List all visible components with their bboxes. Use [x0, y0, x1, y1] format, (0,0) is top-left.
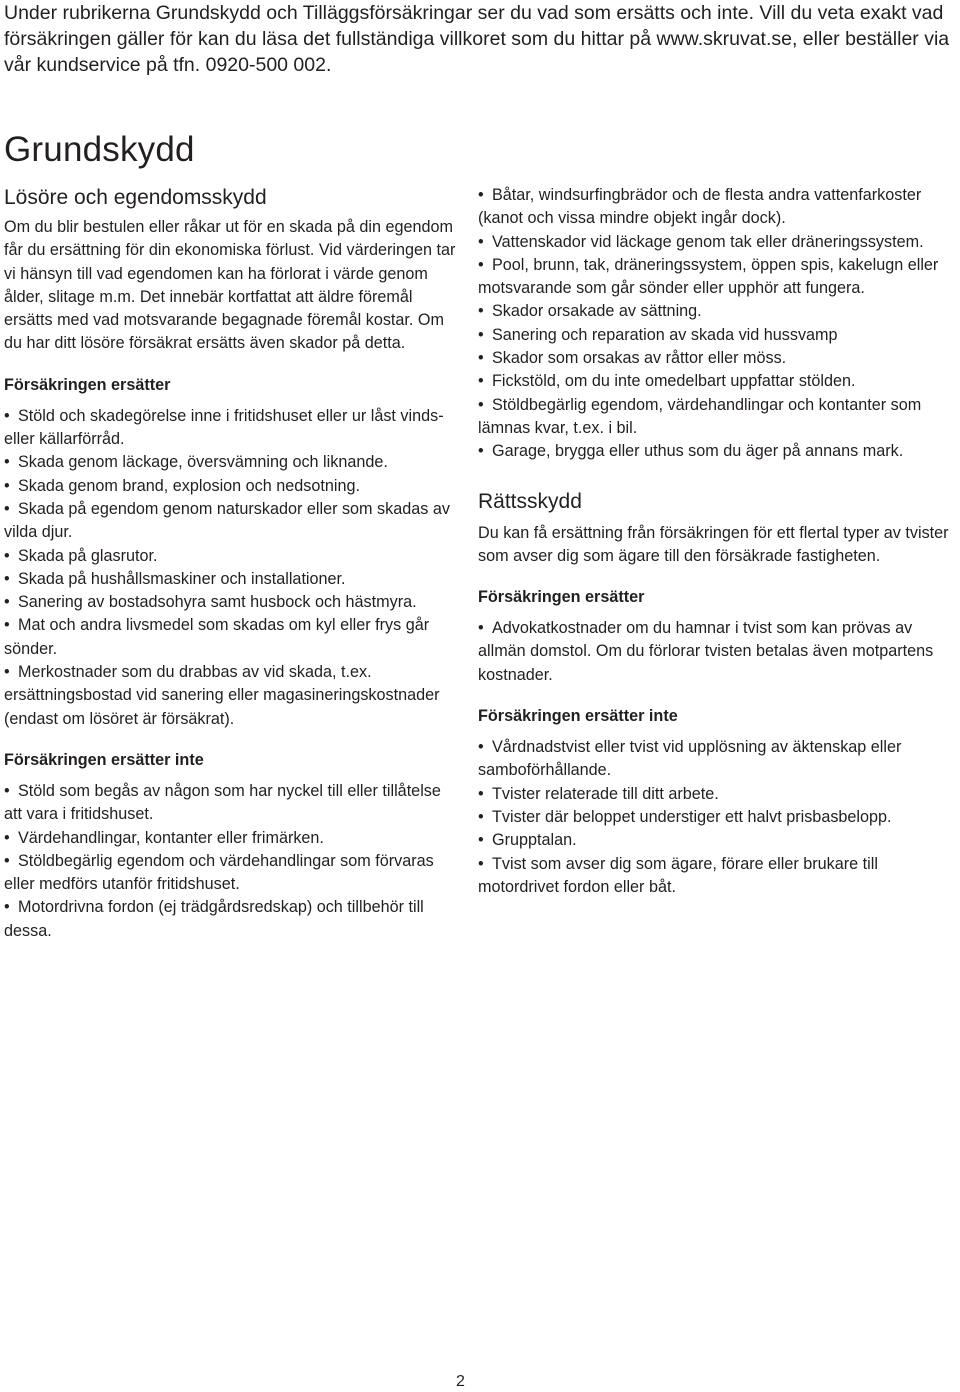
bullet-icon: •: [478, 255, 484, 274]
intro-paragraph: Under rubrikerna Grundskydd och Tilläggsförsäkringar ser du vad som ersätts och inte. Vill du veta exakt vad försäkringen gäller för kan du läsa det fullständiga villkoret som du hittar på www.skruvat.se, eller beställer via vår kundservice på tfn. 0920-500 002.: [4, 2, 950, 76]
page-title: Grundskydd: [4, 130, 195, 169]
list-item: [478, 806, 956, 829]
bullet-icon: •: [4, 663, 10, 682]
rattsskydd-not-covered-list: [478, 736, 956, 899]
list-item: [478, 324, 956, 347]
bullet-icon: •: [478, 372, 484, 391]
list-item: [4, 451, 459, 474]
list-item-text: Motordrivna fordon (ej trädgårdsredskap) och tillbehör till dessa.: [4, 898, 424, 940]
list-item: [4, 661, 459, 731]
bullet-icon: •: [478, 784, 484, 803]
list-item: [4, 591, 459, 614]
list-item: [4, 780, 459, 827]
not-covered-heading: Försäkringen ersätter inte: [4, 750, 204, 769]
bullet-icon: •: [478, 442, 484, 461]
section-heading-rattsskydd: Rättsskydd: [478, 489, 582, 513]
covered-list: [4, 405, 459, 731]
bullet-icon: •: [4, 499, 10, 518]
list-item-text: Sanering av bostadsohyra samt husbock och hästmyra.: [18, 593, 417, 612]
list-item-text: Stöld som begås av någon som har nyckel till eller tillåtelse att vara i fritidshuset.: [4, 781, 441, 824]
list-item-text: Skador som orsakas av råttor eller möss.: [492, 349, 787, 368]
list-item-text: Grupptalan.: [492, 831, 577, 850]
right-column: [478, 184, 956, 899]
section-paragraph-losore: Om du blir bestulen eller råkar ut för en skada på din egendom får du ersättning för din ekonomiska förlust. Vid värderingen tar vi hänsyn till vad egendomen kan ha förlorat i värde genom ålder, slitage m.m. Det innebär kortfattat att äldre föremål ersätts med vad motsvarande begagnade föremål kostar. Om du har ditt lösöre försäkrat ersätts även skador på detta.: [4, 218, 456, 353]
list-item: [4, 614, 459, 661]
list-item-text: Advokatkostnader om du hamnar i tvist som kan prövas av allmän domstol. Om du förlorar tvisten betalas även motpartens kostnader.: [478, 619, 934, 684]
list-item-text: Sanering och reparation av skada vid hussvamp: [492, 325, 838, 344]
list-item-text: Tvister där beloppet understiger ett halvt prisbasbelopp.: [492, 807, 892, 826]
list-item-text: Tvister relaterade till ditt arbete.: [492, 784, 719, 803]
bullet-icon: •: [478, 807, 484, 826]
list-item-text: Stöldbegärlig egendom, värdehandlingar och kontanter som lämnas kvar, t.ex. i bil.: [478, 395, 922, 437]
bullet-icon: •: [4, 781, 10, 800]
bullet-icon: •: [4, 406, 10, 425]
bullet-icon: •: [4, 851, 10, 870]
list-item-text: Vattenskador vid läckage genom tak eller dräneringssystem.: [492, 232, 924, 251]
list-item: [478, 736, 956, 783]
list-item: [4, 850, 459, 897]
list-item-text: Skada på hushållsmaskiner och installationer.: [18, 569, 346, 588]
bullet-icon: •: [478, 232, 484, 251]
bullet-icon: •: [4, 898, 10, 917]
intro-text: [4, 0, 954, 78]
bullet-icon: •: [4, 616, 10, 635]
left-column: [4, 184, 459, 943]
rattsskydd-covered-heading: Försäkringen ersätter: [478, 588, 645, 607]
list-item: [4, 405, 459, 452]
list-item-text: Tvist som avser dig som ägare, förare eller brukare till motordrivet fordon eller båt.: [478, 854, 878, 896]
list-item: [4, 827, 459, 850]
list-item: [4, 896, 459, 943]
list-item-text: Pool, brunn, tak, dräneringssystem, öppen spis, kakelugn eller motsvarande som går sönder eller upphör att fungera.: [478, 255, 939, 298]
list-item-text: Garage, brygga eller uthus som du äger på annans mark.: [492, 442, 904, 461]
bullet-icon: •: [478, 831, 484, 850]
bullet-icon: •: [478, 186, 484, 204]
list-item-text: Merkostnader som du drabbas av vid skada, t.ex. ersättningsbostad vid sanering eller magasineringskostnader (endast om lösöret är försäkrat).: [4, 663, 440, 728]
list-item: [478, 440, 956, 463]
bullet-icon: •: [478, 302, 484, 321]
list-item: [4, 545, 459, 568]
bullet-icon: •: [4, 453, 10, 472]
bullet-icon: •: [4, 569, 10, 588]
bullet-icon: •: [478, 619, 484, 638]
list-item: [478, 184, 956, 231]
list-item-text: Skada genom brand, explosion och nedsotning.: [18, 476, 360, 495]
list-item-text: Skada genom läckage, översvämning och liknande.: [18, 453, 388, 472]
not-covered-list-continued: [478, 184, 956, 464]
bullet-icon: •: [4, 476, 10, 495]
list-item: [478, 829, 956, 852]
list-item-text: Vårdnadstvist eller tvist vid upplösning av äktenskap eller samboförhållande.: [478, 738, 902, 780]
bullet-icon: •: [478, 349, 484, 368]
list-item: [4, 498, 459, 545]
section-paragraph-rattsskydd: Du kan få ersättning från försäkringen för ett flertal typer av tvister som avser dig som ägare till den försäkrade fastigheten.: [478, 523, 949, 565]
rattsskydd-covered-list: [478, 617, 956, 687]
list-item-text: Skador orsakade av sättning.: [492, 302, 702, 321]
list-item-text: Stöldbegärlig egendom och värdehandlingar som förvaras eller medförs utanför fritidshuset.: [4, 851, 434, 894]
list-item: [478, 347, 956, 370]
list-item-text: Båtar, windsurfingbrädor och de flesta andra vattenfarkoster (kanot och vissa mindre objekt ingår dock).: [478, 186, 922, 228]
covered-heading: Försäkringen ersätter: [4, 375, 171, 394]
bullet-icon: •: [478, 395, 484, 414]
bullet-icon: •: [4, 828, 10, 847]
not-covered-list: [4, 780, 459, 943]
list-item: [478, 783, 956, 806]
list-item-text: Värdehandlingar, kontanter eller frimärken.: [18, 828, 324, 847]
list-item-text: Stöld och skadegörelse inne i fritidshuset eller ur låst vinds- eller källarförråd.: [4, 406, 444, 449]
list-item: [478, 254, 956, 301]
list-item-text: Skada på egendom genom naturskador eller som skadas av vilda djur.: [4, 499, 450, 542]
bullet-icon: •: [478, 325, 484, 344]
list-item: [478, 394, 956, 441]
bullet-icon: •: [478, 738, 484, 757]
list-item: [478, 370, 956, 393]
list-item-text: Fickstöld, om du inte omedelbart uppfattar stölden.: [492, 372, 856, 391]
rattsskydd-not-covered-heading: Försäkringen ersätter inte: [478, 707, 678, 726]
list-item: [478, 300, 956, 323]
bullet-icon: •: [4, 546, 10, 565]
list-item-text: Skada på glasrutor.: [18, 546, 158, 565]
bullet-icon: •: [4, 593, 10, 612]
list-item: [478, 853, 956, 900]
page-number: 2: [456, 1373, 465, 1390]
list-item: [4, 568, 459, 591]
section-heading-losore: Lösöre och egendomsskydd: [4, 186, 267, 209]
list-item: [478, 617, 956, 687]
list-item-text: Mat och andra livsmedel som skadas om kyl eller frys går sönder.: [4, 616, 430, 658]
bullet-icon: •: [478, 854, 484, 873]
list-item: [4, 475, 459, 498]
list-item: [478, 231, 956, 254]
